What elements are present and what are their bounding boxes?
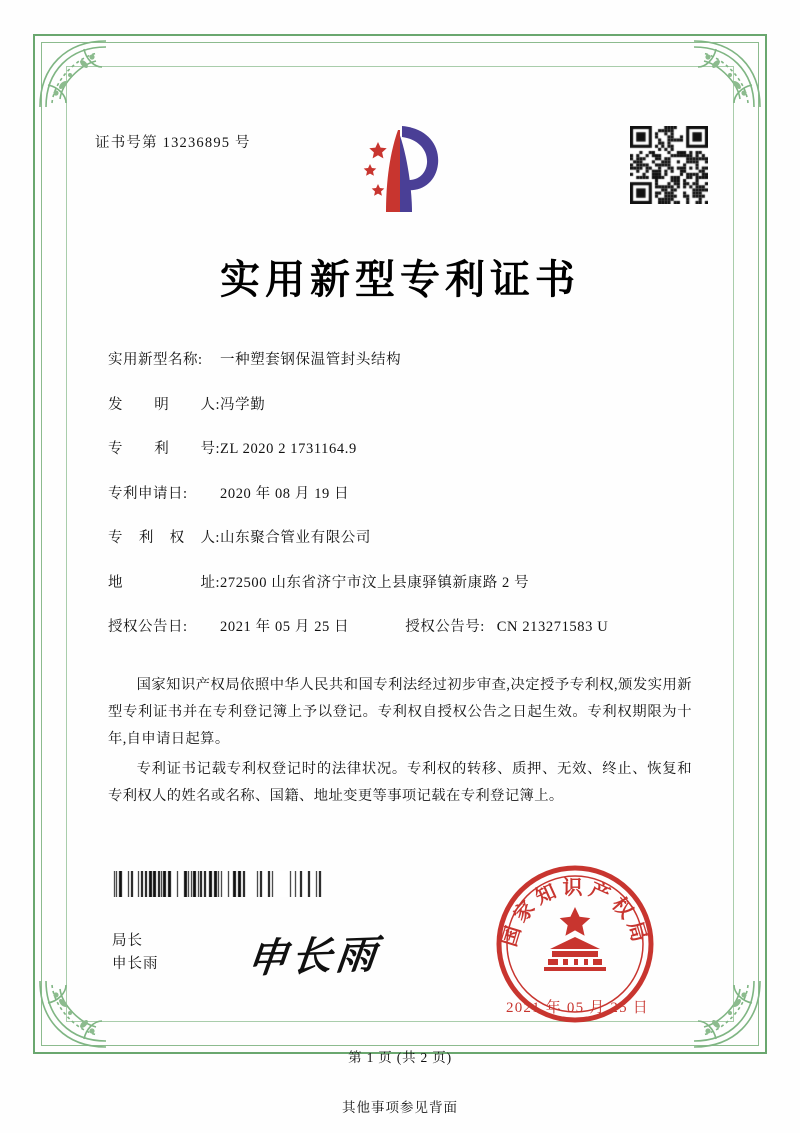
field-value: 272500 山东省济宁市汶上县康驿镇新康路 2 号: [220, 574, 530, 591]
field-row: [108, 526, 698, 547]
label-char: 号:: [200, 441, 220, 457]
field-value: 山东聚合管业有限公司: [220, 530, 371, 546]
label-char: 专: [108, 530, 123, 546]
field-row: [108, 482, 698, 503]
handwritten-signature: 申长雨: [244, 930, 383, 983]
field-value: ZL 2020 2 1731164.9: [220, 441, 357, 457]
legal-text-block: [108, 672, 692, 813]
field-value: 2021 年 05 月 25 日: [220, 619, 350, 635]
field-value: 2020 年 08 月 19 日: [220, 485, 350, 502]
svg-text:国家知识产权局: 国家知识产权局: [496, 875, 654, 950]
director-name: 申长雨: [112, 956, 159, 972]
label-char: 明: [154, 396, 170, 413]
paragraph: 国家知识产权局依照中华人民共和国专利法经过初步审查,决定授予专利权,颁发实用新型专利证书并在专利登记簿上予以登记。专利权自授权公告之日起生效。专利权期限为十年,自申请日起算。: [108, 677, 692, 747]
field-label: 实用新型名称:: [108, 352, 203, 368]
field-label: 专利申请日:: [108, 485, 188, 502]
label-char: 人:: [200, 530, 220, 546]
qr-code: [630, 126, 708, 204]
barcode: [112, 871, 324, 897]
field-list: [108, 348, 698, 660]
page-title: 实用新型专利证书: [220, 256, 580, 303]
label-char: 地: [108, 574, 123, 591]
cnipa-logo-icon: [356, 120, 452, 218]
certificate-number: 证书号第 13236895 号: [95, 135, 251, 151]
field-value: 冯学勤: [220, 396, 266, 413]
label-char: 利: [154, 441, 170, 457]
paragraph: 专利证书记载专利权登记时的法律状况。专利权的转移、质押、无效、终止、恢复和专利权人的姓名或名称、国籍、地址变更等事项记载在专利登记簿上。: [108, 761, 692, 804]
field-label: [108, 571, 220, 592]
label-char: 址:: [200, 574, 220, 591]
field-row: [108, 348, 698, 369]
director-label: 局长: [112, 933, 143, 949]
field-label: [108, 437, 220, 458]
back-side-note: 其他事项参见背面: [342, 1100, 458, 1115]
field-row: [108, 437, 698, 458]
label-char: 专: [108, 441, 123, 457]
director-signature-block: [112, 930, 159, 976]
label-char: 人:: [200, 396, 220, 413]
field-row: [108, 571, 698, 592]
field-label: [108, 393, 220, 414]
label-char: 权: [169, 530, 185, 546]
field-value: 一种塑套钢保温管封头结构: [220, 352, 402, 368]
field-value-secondary: CN 213271583 U: [496, 619, 609, 635]
label-char: 利: [138, 530, 154, 546]
field-label-secondary: 授权公告号:: [405, 619, 485, 635]
field-label: 授权公告日:: [108, 619, 188, 635]
field-row: [108, 393, 698, 414]
field-label: [108, 526, 220, 547]
label-char: 发: [108, 396, 123, 413]
page-number-footer: 第 1 页 (共 2 页): [348, 1050, 452, 1065]
seal-date: 2021 年 05 月 25 日: [506, 1000, 649, 1016]
field-row-announcement: [108, 615, 698, 636]
